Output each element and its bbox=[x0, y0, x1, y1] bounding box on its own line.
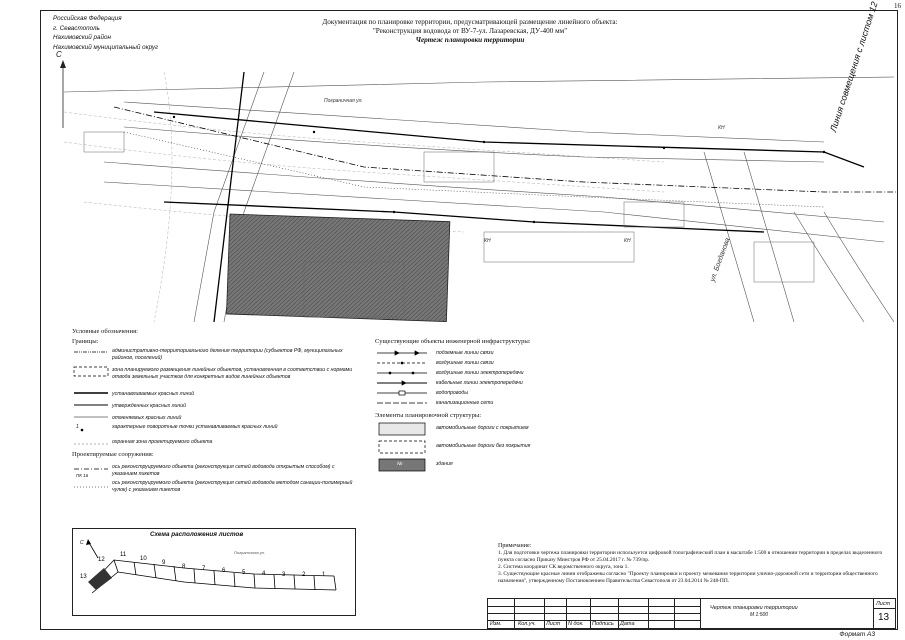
stamp-col-label: Подпись bbox=[592, 621, 614, 627]
legend-point-number: 1 bbox=[76, 424, 79, 430]
kh-label: КН bbox=[624, 238, 631, 244]
stamp-col-label: Кол.уч. bbox=[518, 621, 536, 627]
scheme-sheet-label: 12 bbox=[98, 557, 105, 563]
header-jurisdiction bbox=[53, 14, 158, 52]
legend-item: ось реконструируемого объекта (реконструкция сетей водовода открытым способом) с указанием пикетов bbox=[112, 464, 335, 477]
scheme-sheet-label: 6 bbox=[222, 568, 226, 574]
scheme-sheet-label: 13 bbox=[80, 574, 87, 580]
legend-item: ось реконструируемого объекта (реконструкция сетей водовода методом санации-полимерный чулок) с указанием пикетов bbox=[112, 480, 353, 493]
scheme-sheet-label: 7 bbox=[202, 566, 206, 572]
legend-item: отменяемых красных линий bbox=[112, 415, 182, 421]
street-label: Пограничная ул. bbox=[324, 98, 363, 104]
legend-picket-label: ПК 16 bbox=[76, 473, 89, 478]
scheme-sheet-label: 5 bbox=[242, 570, 246, 576]
legend-designed-heading: Проектируемые сооружения: bbox=[72, 451, 154, 458]
scheme-diagram bbox=[74, 538, 354, 614]
header-line: г. Севастополь bbox=[53, 24, 100, 32]
scheme-sheet-label: 11 bbox=[120, 552, 127, 558]
stamp-sheet-title: Чертеж планировки территории bbox=[710, 605, 798, 611]
header-line: Российская Федерация bbox=[53, 15, 122, 22]
scheme-sheet-label: 8 bbox=[182, 564, 186, 570]
scheme-sheet-label: 2 bbox=[302, 572, 306, 578]
scheme-sheet-label: 4 bbox=[262, 571, 266, 577]
legend-item: характерные поворотные точки устанавливаемых красных линий bbox=[112, 424, 278, 430]
header-line: Нахимовский район bbox=[53, 34, 112, 41]
title-line-1: Документация по планировке территории, предусматривающей размещение линейного объекта: bbox=[322, 18, 618, 26]
legend-item: утвержденных красных линий bbox=[112, 403, 187, 409]
legend-item: здания bbox=[436, 461, 453, 467]
north-label: С bbox=[56, 50, 62, 59]
road-network bbox=[64, 72, 894, 322]
legend-planning-symbols bbox=[375, 420, 430, 475]
scheme-street-label: Пограничная ул. bbox=[234, 550, 266, 555]
note-line: 3. Существующие красные линии отображены согласно "Проекту планировки и проекту межевания территории улично-дорожной сети и территории общественного назначения", утвержденному Постановлением Правительства Севастополя от 23.04.2014 № 248-ПП. bbox=[498, 571, 878, 584]
street-label: ул. Богданова bbox=[709, 237, 732, 283]
legend-item: воздушные линии связи bbox=[436, 360, 494, 366]
scheme-sheet-label: 1 bbox=[322, 572, 326, 578]
legend-infrastructure-heading: Существующие объекты инженерной инфраструктуры: bbox=[375, 338, 531, 345]
legend-planning-heading: Элементы планировочной структуры: bbox=[375, 412, 482, 419]
legend-building-label: № bbox=[397, 461, 403, 467]
document-title bbox=[250, 18, 690, 45]
legend-item: канализационные сети bbox=[436, 400, 494, 406]
title-line-2: "Реконструкция водовода от ВУ-7-ул. Лазаревская, ДУ-400 мм" bbox=[372, 27, 568, 35]
scheme-sheet-label: 3 bbox=[282, 572, 286, 578]
scheme-title: Схема расположения листов bbox=[150, 531, 244, 538]
note-line: 2. Система координат СК ведомственного округа, зона 1. bbox=[498, 564, 629, 570]
legend-item: автомобильные дороги без покрытия bbox=[436, 443, 531, 449]
stamp-col-label: Лист bbox=[546, 621, 561, 627]
legend-item: кабельные линии электропередачи bbox=[436, 380, 523, 386]
kh-label: КН bbox=[718, 125, 725, 131]
legend-item: устанавливаемых красных линий bbox=[112, 391, 195, 397]
legend-item: автомобильные дороги с покрытием bbox=[436, 425, 529, 431]
legend-item: водопроводы bbox=[436, 390, 469, 396]
legend-item: охранная зона проектируемого объекта bbox=[112, 439, 213, 445]
legend-infrastructure-symbols bbox=[375, 347, 430, 409]
header-line: Нахимовский муниципальный округ bbox=[53, 43, 159, 51]
page-number: 16 bbox=[894, 2, 901, 10]
legend-item: зона планируемого размещения линейных объектов, установленная в соответствии с нормами отвода земельных участков для конкретных видов линейных объектов bbox=[112, 367, 353, 380]
legend-item: административно-территориального деления территории (субъектов РФ, муниципальных районов, поселений) bbox=[112, 348, 343, 361]
legend-heading: Условные обозначения: bbox=[72, 328, 138, 335]
stamp-sheet-label: Лист bbox=[876, 601, 891, 607]
building bbox=[227, 214, 450, 322]
stamp-col-label: Изм. bbox=[490, 621, 502, 627]
title-line-3-text: Чертеж планировки территории bbox=[415, 36, 525, 44]
format-label: Формат А3 bbox=[839, 631, 875, 638]
legend-boundaries-heading: Границы: bbox=[72, 338, 99, 345]
match-line-label: Линия совмещения с листом 12 bbox=[828, 0, 880, 134]
notes-block bbox=[498, 543, 893, 585]
scheme-sheet-label: 10 bbox=[140, 556, 147, 562]
title-line-3 bbox=[250, 36, 690, 45]
notes-heading: Примечание: bbox=[498, 543, 532, 549]
stamp-scale: М 1:500 bbox=[750, 612, 769, 618]
stamp-col-label: N док. bbox=[568, 621, 584, 627]
stamp-sheet-number: 13 bbox=[878, 612, 890, 623]
scheme-north-label: С bbox=[80, 540, 84, 546]
legend-item: воздушные линии электропередачи bbox=[436, 370, 524, 376]
stamp-col-label: Дата bbox=[620, 621, 635, 627]
plan-map bbox=[64, 72, 896, 322]
kh-label: КН bbox=[484, 238, 491, 244]
scheme-sheet-label: 9 bbox=[162, 560, 166, 566]
note-line: 1. Для подготовки чертежа планировки территории используется цифровой топографический план в масштабе 1:500 в отношении территории в пределах выделенного пункта согласно Приказу Минстроя РФ от 25.04.2017 г. № 739/пр. bbox=[498, 550, 883, 563]
title-block bbox=[487, 598, 896, 629]
legend-item: подземные линии связи bbox=[436, 350, 494, 356]
